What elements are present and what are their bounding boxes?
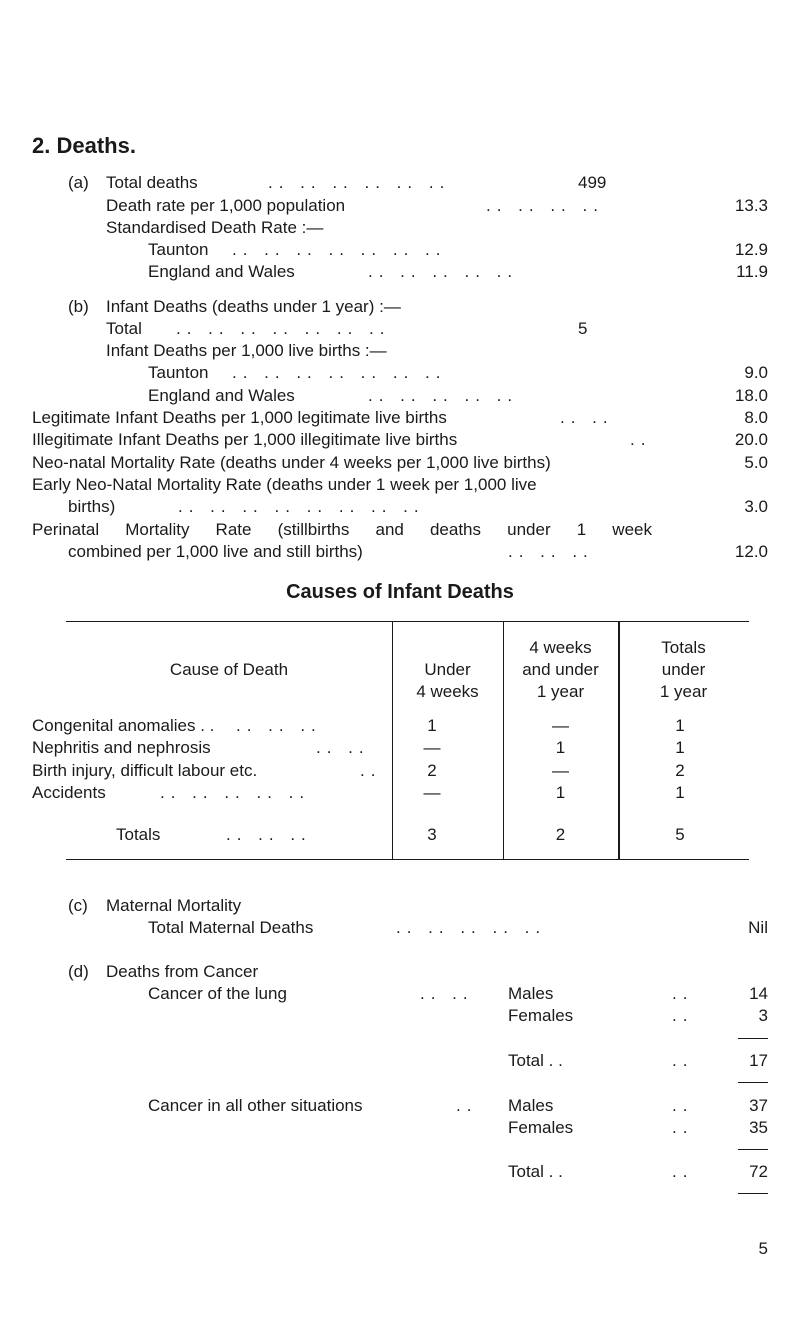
leader-dots: .. xyxy=(360,761,382,780)
perinatal-line2: combined per 1,000 live and still births) xyxy=(68,542,363,561)
row-w4: 1 xyxy=(555,738,566,757)
lung-females-value: 3 xyxy=(758,1006,768,1025)
early-neonatal-value: 3.0 xyxy=(744,497,768,516)
a-england-label: England and Wales xyxy=(148,262,295,281)
a-taunton-label: Taunton xyxy=(148,240,209,259)
row-total: 1 xyxy=(675,738,685,757)
per-1000-label: Infant Deaths per 1,000 live births :— xyxy=(106,341,387,360)
leader-dots: .. .. .. .. .. xyxy=(396,918,547,937)
other-total-value: 72 xyxy=(749,1162,768,1181)
leader-dots: .. .. .. .. .. .. .. .. xyxy=(178,497,425,516)
lung-label: Cancer of the lung xyxy=(148,984,287,1003)
row-total: 1 xyxy=(675,783,685,802)
totals-under4: 3 xyxy=(427,825,437,844)
sum-rule xyxy=(738,1193,768,1194)
leader-dots: .. xyxy=(456,1096,478,1115)
lung-total-label: Total . . xyxy=(508,1051,563,1070)
standardised-label: Standardised Death Rate :— xyxy=(106,218,324,237)
leader-dots: .. .. .. xyxy=(236,716,322,735)
leader-dots: .. xyxy=(672,1118,694,1137)
perinatal-value: 12.0 xyxy=(734,542,768,561)
illegitimate-label: Illegitimate Infant Deaths per 1,000 illegitimate live births xyxy=(32,430,458,449)
b-total-value: 5 xyxy=(578,319,588,338)
other-label: Cancer in all other situations xyxy=(148,1096,363,1115)
other-total-label: Total . . xyxy=(508,1162,563,1181)
leader-dots: .. .. .. .. .. .. xyxy=(268,173,451,192)
table-bottom-rule xyxy=(66,859,749,860)
row-total: 2 xyxy=(675,761,685,780)
totals-w4: 2 xyxy=(555,825,566,844)
leader-dots: .. xyxy=(672,1096,694,1115)
row-under4: 2 xyxy=(427,761,437,780)
leader-dots: .. .. .. xyxy=(508,542,594,561)
b-total-label: Total xyxy=(106,319,142,338)
leader-dots: .. xyxy=(630,430,652,449)
leader-dots: .. xyxy=(672,1162,694,1181)
early-neonatal-line2: births) xyxy=(68,497,116,516)
header-w4-l2: and under xyxy=(522,660,599,679)
row-under4: 1 xyxy=(427,716,437,735)
row-cause: Congenital anomalies . . xyxy=(32,716,215,735)
leader-dots: .. .. .. .. .. .. .. xyxy=(176,319,391,338)
b-england-label: England and Wales xyxy=(148,386,295,405)
header-tot-l1: Totals xyxy=(661,638,706,657)
perinatal-line1: Perinatal Mortality Rate (stillbirths and deaths under 1 week xyxy=(32,520,652,539)
header-w4-l3: 1 year xyxy=(536,682,585,701)
leader-dots: .. .. .. .. .. xyxy=(368,386,519,405)
row-w4: — xyxy=(552,761,569,780)
b-taunton-value: 9.0 xyxy=(744,363,768,382)
leader-dots: .. .. xyxy=(316,738,370,757)
maternal-total-value: Nil xyxy=(748,918,768,937)
leader-dots: .. .. .. .. .. xyxy=(160,783,311,802)
page-number: 5 xyxy=(758,1239,768,1258)
sum-rule xyxy=(738,1149,768,1150)
neonatal-value: 5.0 xyxy=(744,453,768,472)
leader-dots: .. xyxy=(672,1006,694,1025)
leader-dots: .. .. .. .. .. .. .. xyxy=(232,363,447,382)
totals-total: 5 xyxy=(675,825,685,844)
a-england-value: 11.9 xyxy=(736,262,768,281)
row-under4: — xyxy=(423,783,441,802)
row-cause: Nephritis and nephrosis xyxy=(32,738,211,757)
leader-dots: .. .. xyxy=(420,984,474,1003)
lung-total-value: 17 xyxy=(749,1051,768,1070)
header-tot-l3: 1 year xyxy=(659,682,708,701)
lung-males-label: Males xyxy=(508,984,554,1003)
b-england-value: 18.0 xyxy=(734,386,768,405)
leader-dots: .. .. .. .. .. .. .. xyxy=(232,240,447,259)
death-rate-value: 13.3 xyxy=(734,196,768,215)
leader-dots: .. xyxy=(672,1051,694,1070)
leader-dots: .. xyxy=(672,984,694,1003)
row-w4: 1 xyxy=(555,783,566,802)
causes-title: Causes of Infant Deaths xyxy=(286,581,514,603)
leader-dots: .. .. .. .. xyxy=(486,196,604,215)
row-total: 1 xyxy=(675,716,685,735)
total-deaths-value: 499 xyxy=(578,173,607,192)
total-deaths-label: Total deaths xyxy=(106,173,198,192)
totals-label: Totals xyxy=(116,825,161,844)
leader-dots: .. .. xyxy=(560,408,614,427)
header-tot-l2: under xyxy=(661,660,706,679)
leader-dots: .. .. .. xyxy=(226,825,312,844)
item-label-a: (a) xyxy=(68,173,89,192)
other-females-value: 35 xyxy=(749,1118,768,1137)
other-males-value: 37 xyxy=(749,1096,768,1115)
item-label-b: (b) xyxy=(68,297,89,316)
header-w4-l1: 4 weeks xyxy=(529,638,592,657)
row-w4: — xyxy=(552,716,569,735)
other-females-label: Females xyxy=(508,1118,574,1137)
legitimate-label: Legitimate Infant Deaths per 1,000 legitimate live births xyxy=(32,408,447,427)
infant-heading: Infant Deaths (deaths under 1 year) :— xyxy=(106,297,401,316)
section-title: 2. Deaths. xyxy=(32,133,136,158)
maternal-total-label: Total Maternal Deaths xyxy=(148,918,314,937)
sum-rule xyxy=(738,1038,768,1039)
illegitimate-value: 20.0 xyxy=(734,430,768,449)
header-under4-l2: 4 weeks xyxy=(416,682,479,701)
item-label-c: (c) xyxy=(68,896,88,915)
death-rate-label: Death rate per 1,000 population xyxy=(106,196,346,215)
other-males-label: Males xyxy=(508,1096,554,1115)
header-cause: Cause of Death xyxy=(169,660,289,679)
maternal-heading: Maternal Mortality xyxy=(106,896,242,915)
table-top-rule xyxy=(66,621,749,622)
lung-males-value: 14 xyxy=(749,984,768,1003)
neonatal-label: Neo-natal Mortality Rate (deaths under 4 weeks per 1,000 live births) xyxy=(32,453,551,472)
legitimate-value: 8.0 xyxy=(744,408,768,427)
cancer-heading: Deaths from Cancer xyxy=(106,962,259,981)
row-cause: Accidents xyxy=(32,783,106,802)
early-neonatal-line1: Early Neo-Natal Mortality Rate (deaths under 1 week per 1,000 live xyxy=(32,475,537,494)
row-under4: — xyxy=(423,738,441,757)
row-cause: Birth injury, difficult labour etc. xyxy=(32,761,258,780)
item-label-d: (d) xyxy=(68,962,89,981)
lung-females-label: Females xyxy=(508,1006,574,1025)
sum-rule xyxy=(738,1082,768,1083)
leader-dots: .. .. .. .. .. xyxy=(368,262,519,281)
a-taunton-value: 12.9 xyxy=(734,240,768,259)
header-under4-l1: Under xyxy=(424,660,471,679)
b-taunton-label: Taunton xyxy=(148,363,209,382)
